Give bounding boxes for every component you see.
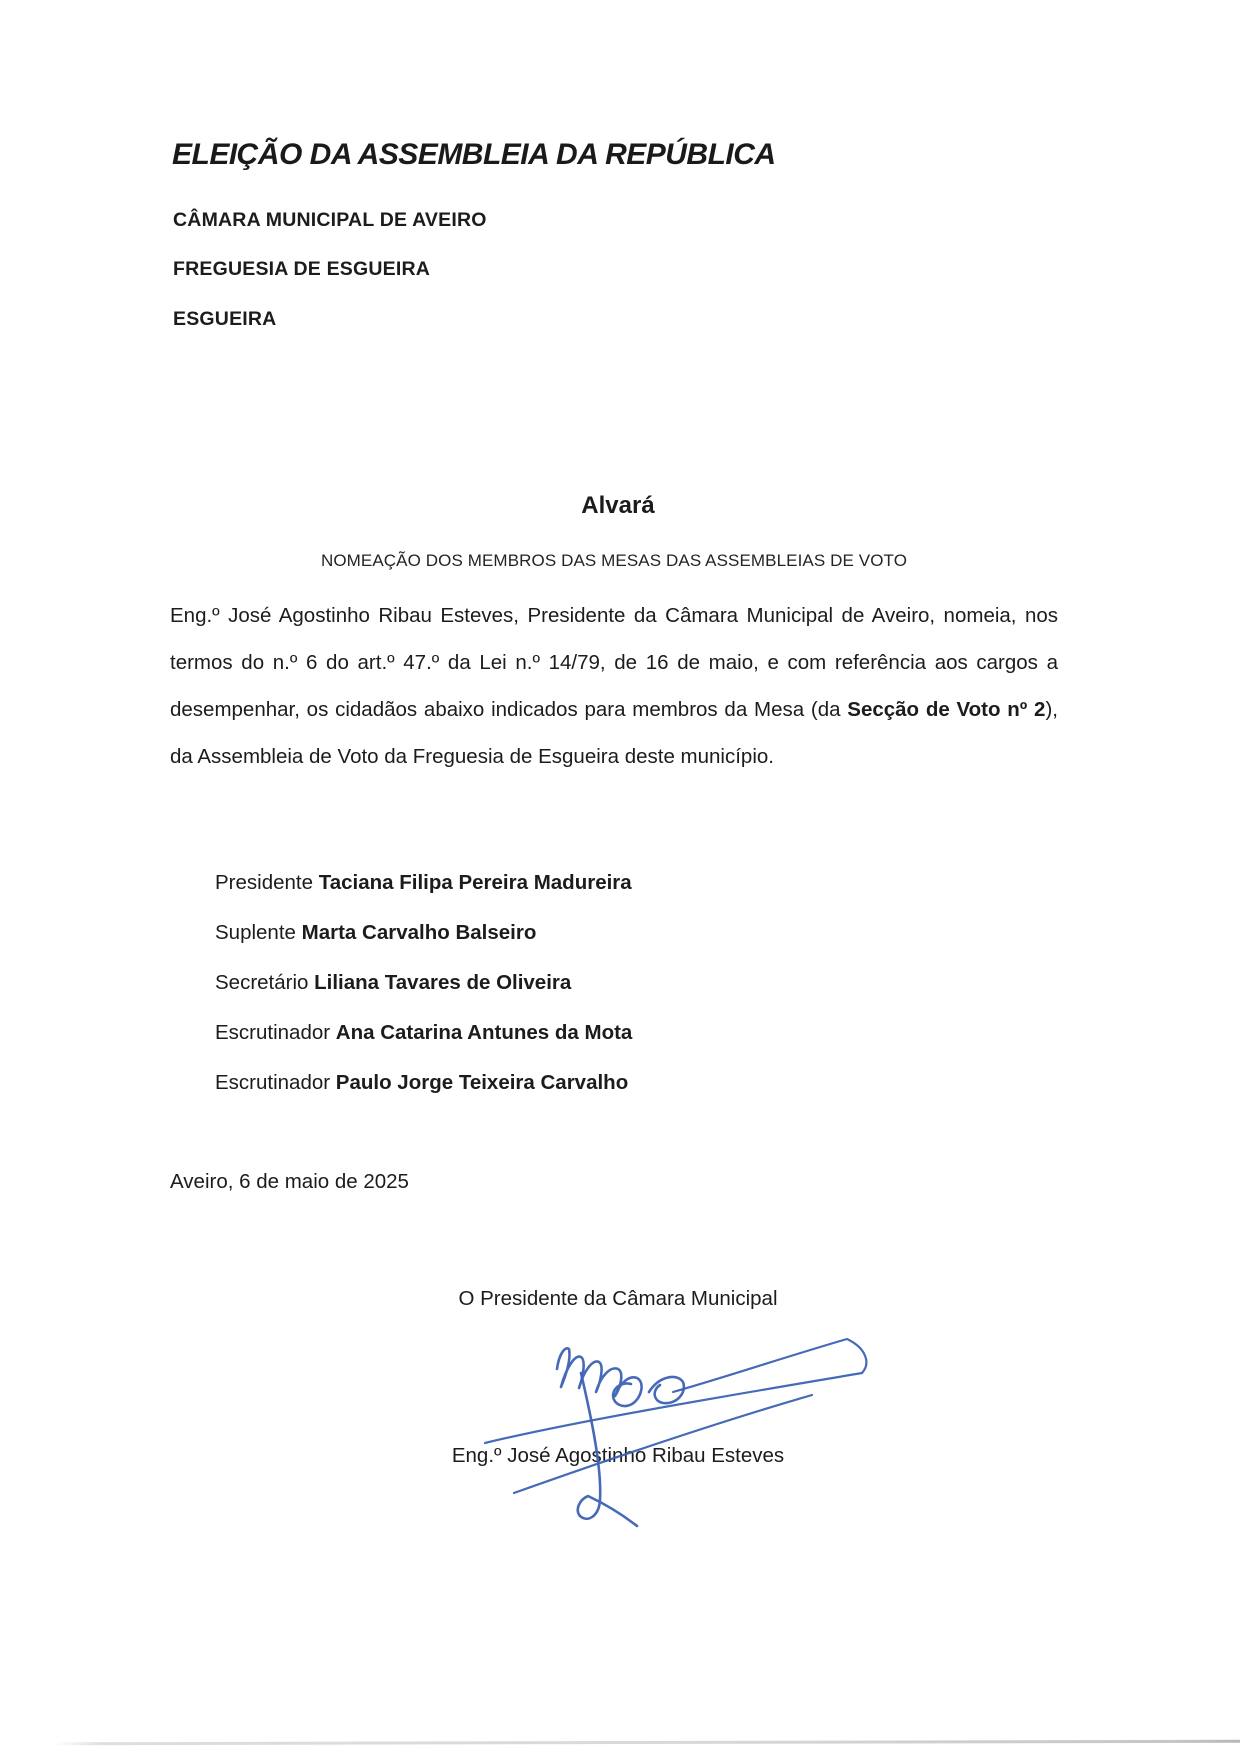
- paragraph-segment-2: ), da Assembleia de Voto da Freguesia de Esgueira deste município.: [170, 698, 1058, 768]
- member-row-president: [215, 858, 632, 908]
- member-name: Liliana Tavares de Oliveira: [314, 971, 572, 994]
- signature-letters-stroke: [557, 1348, 684, 1406]
- member-name: Taciana Filipa Pereira Madureira: [318, 871, 632, 894]
- nomination-paragraph: [170, 592, 1058, 780]
- member-role: Presidente: [215, 871, 314, 894]
- signature-flourish-stroke: [485, 1339, 866, 1443]
- member-row-scrutineer-1: [215, 1008, 632, 1058]
- member-role: Escrutinador: [215, 1021, 331, 1044]
- member-role: Escrutinador: [215, 1071, 331, 1094]
- member-name: Ana Catarina Antunes da Mota: [335, 1021, 633, 1044]
- signature-ink: [430, 1316, 900, 1531]
- election-title: ELEIÇÃO DA ASSEMBLEIA DA REPÚBLICA: [172, 138, 776, 171]
- paragraph-segment-1: Eng.º José Agostinho Ribau Esteves, Presidente da Câmara Municipal de Aveiro, nomeia, nos termos do n.º 6 do art.º 47.º da Lei n.º 14/79, de 16 de maio, e com referência aos cargos a desempenhar, os cidadãos abaixo indicados para membros da Mesa (da: [170, 604, 1058, 721]
- place-date-line: Aveiro, 6 de maio de 2025: [170, 1170, 409, 1193]
- section-number-bold: Secção de Voto nº 2: [847, 698, 1046, 721]
- signature-cross-stroke: [514, 1395, 812, 1493]
- member-row-substitute: [215, 908, 632, 958]
- scan-artifact-line: [55, 1740, 1240, 1745]
- member-role: Secretário: [215, 971, 309, 994]
- member-role: Suplente: [215, 921, 296, 944]
- signatory-name: Eng.º José Agostinho Ribau Esteves: [451, 1444, 785, 1467]
- member-row-secretary: [215, 958, 632, 1008]
- member-name: Paulo Jorge Teixeira Carvalho: [335, 1071, 629, 1094]
- signature-descender-stroke: [578, 1373, 637, 1526]
- member-row-scrutineer-2: [215, 1058, 632, 1108]
- municipality-line: CÂMARA MUNICIPAL DE AVEIRO: [173, 209, 487, 231]
- signature-title: O Presidente da Câmara Municipal: [458, 1287, 778, 1310]
- members-list: [215, 858, 632, 1108]
- parish-line: FREGUESIA DE ESGUEIRA: [173, 258, 431, 280]
- member-name: Marta Carvalho Balseiro: [301, 921, 537, 944]
- nomination-subtitle: NOMEAÇÃO DOS MEMBROS DAS MESAS DAS ASSEMBLEIAS DE VOTO: [320, 551, 908, 570]
- locality-line: ESGUEIRA: [173, 308, 277, 330]
- alvara-heading: Alvará: [581, 492, 655, 519]
